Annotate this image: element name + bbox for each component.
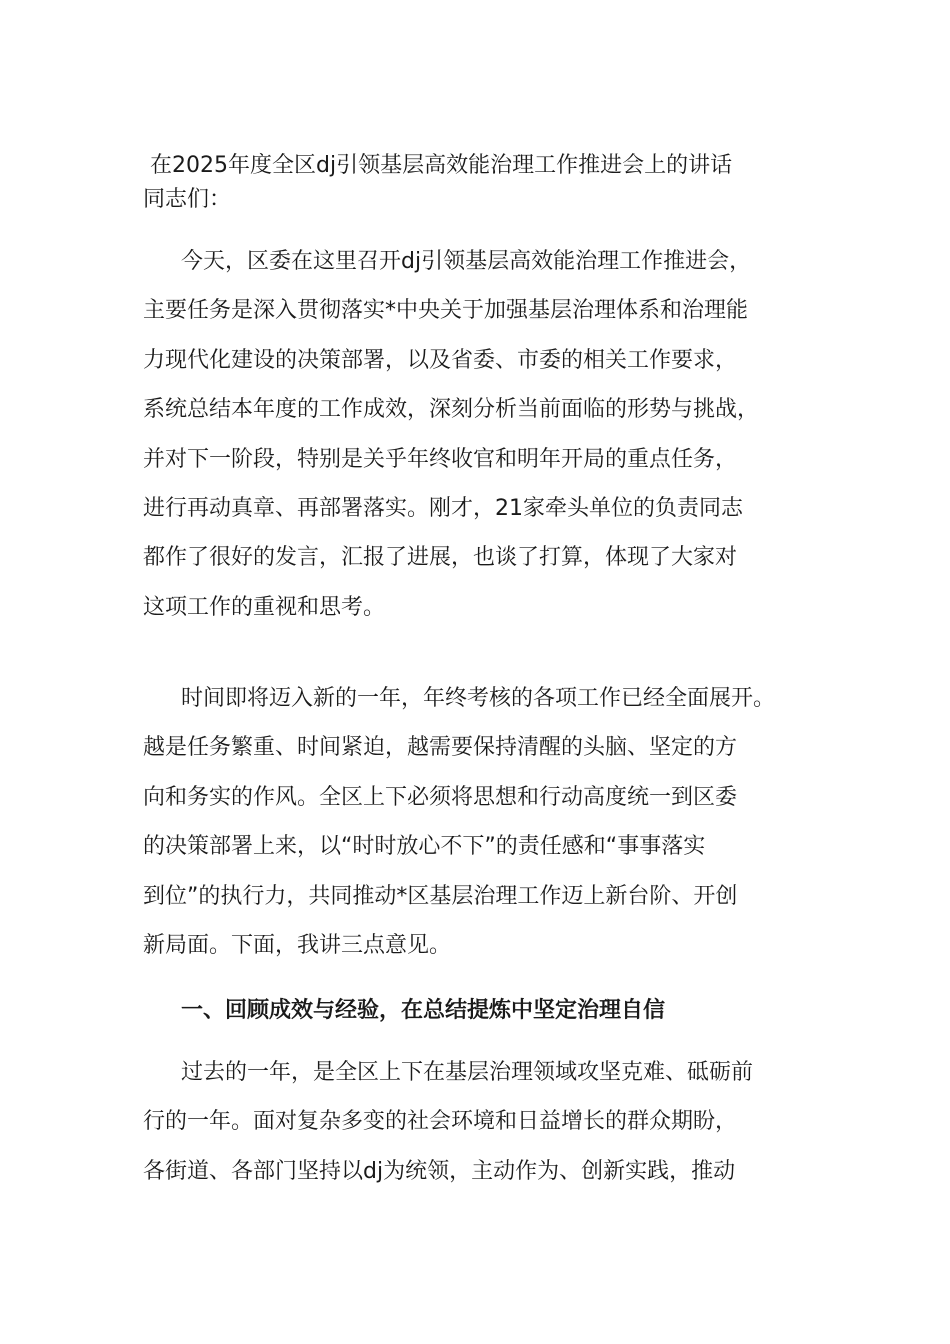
text-line: 进行再动真章、再部署落实。刚才，21家牵头单位的负责同志 <box>143 495 743 521</box>
text-line: 力现代化建设的决策部署，以及省委、市委的相关工作要求， <box>143 347 738 373</box>
text-line: 各街道、各部门坚持以dj为统领，主动作为、创新实践，推动 <box>143 1158 736 1184</box>
text-line: 今天，区委在这里召开dj引领基层高效能治理工作推进会， <box>181 249 752 274</box>
text-line: 越是任务繁重、时间紧迫，越需要保持清醒的头脑、坚定的方 <box>143 735 738 761</box>
text-line: 向和务实的作风。全区上下必须将思想和行动高度统一到区委 <box>143 784 738 810</box>
text-line: 新局面。下面，我讲三点意见。 <box>143 932 452 958</box>
text-line: 过去的一年，是全区上下在基层治理领域攻坚克难、砥砺前 <box>181 1060 754 1085</box>
text-line: 的决策部署上来，以“时时放心不下”的责任感和“事事落实 <box>143 834 706 860</box>
greeting: 同志们： <box>143 187 232 212</box>
text-line: 时间即将迈入新的一年，年终考核的各项工作已经全面展开。 <box>181 686 776 711</box>
text-line: 到位”的执行力，共同推动*区基层治理工作迈上新台阶、开创 <box>143 883 738 909</box>
text-line: 都作了很好的发言，汇报了进展，也谈了打算，体现了大家对 <box>143 545 738 571</box>
paragraph-review <box>143 1048 823 1196</box>
paragraph-opening <box>143 237 823 632</box>
document-title: 在2025年度全区dj引领基层高效能治理工作推进会上的讲话 <box>150 153 733 178</box>
text-line: 主要任务是深入贯彻落实*中央关于加强基层治理体系和治理能 <box>143 298 749 324</box>
text-line: 这项工作的重视和思考。 <box>143 594 386 620</box>
text-line: 行的一年。面对复杂多变的社会环境和日益增长的群众期盼， <box>143 1109 738 1135</box>
section-heading-one <box>143 986 823 1035</box>
text-line: 系统总结本年度的工作成效，深刻分析当前面临的形势与挑战， <box>143 397 760 423</box>
text-line: 并对下一阶段，特别是关乎年终收官和明年开局的重点任务， <box>143 446 738 472</box>
heading-line: 一、回顾成效与经验，在总结提炼中坚定治理自信 <box>181 998 666 1023</box>
paragraph-context <box>143 674 823 970</box>
